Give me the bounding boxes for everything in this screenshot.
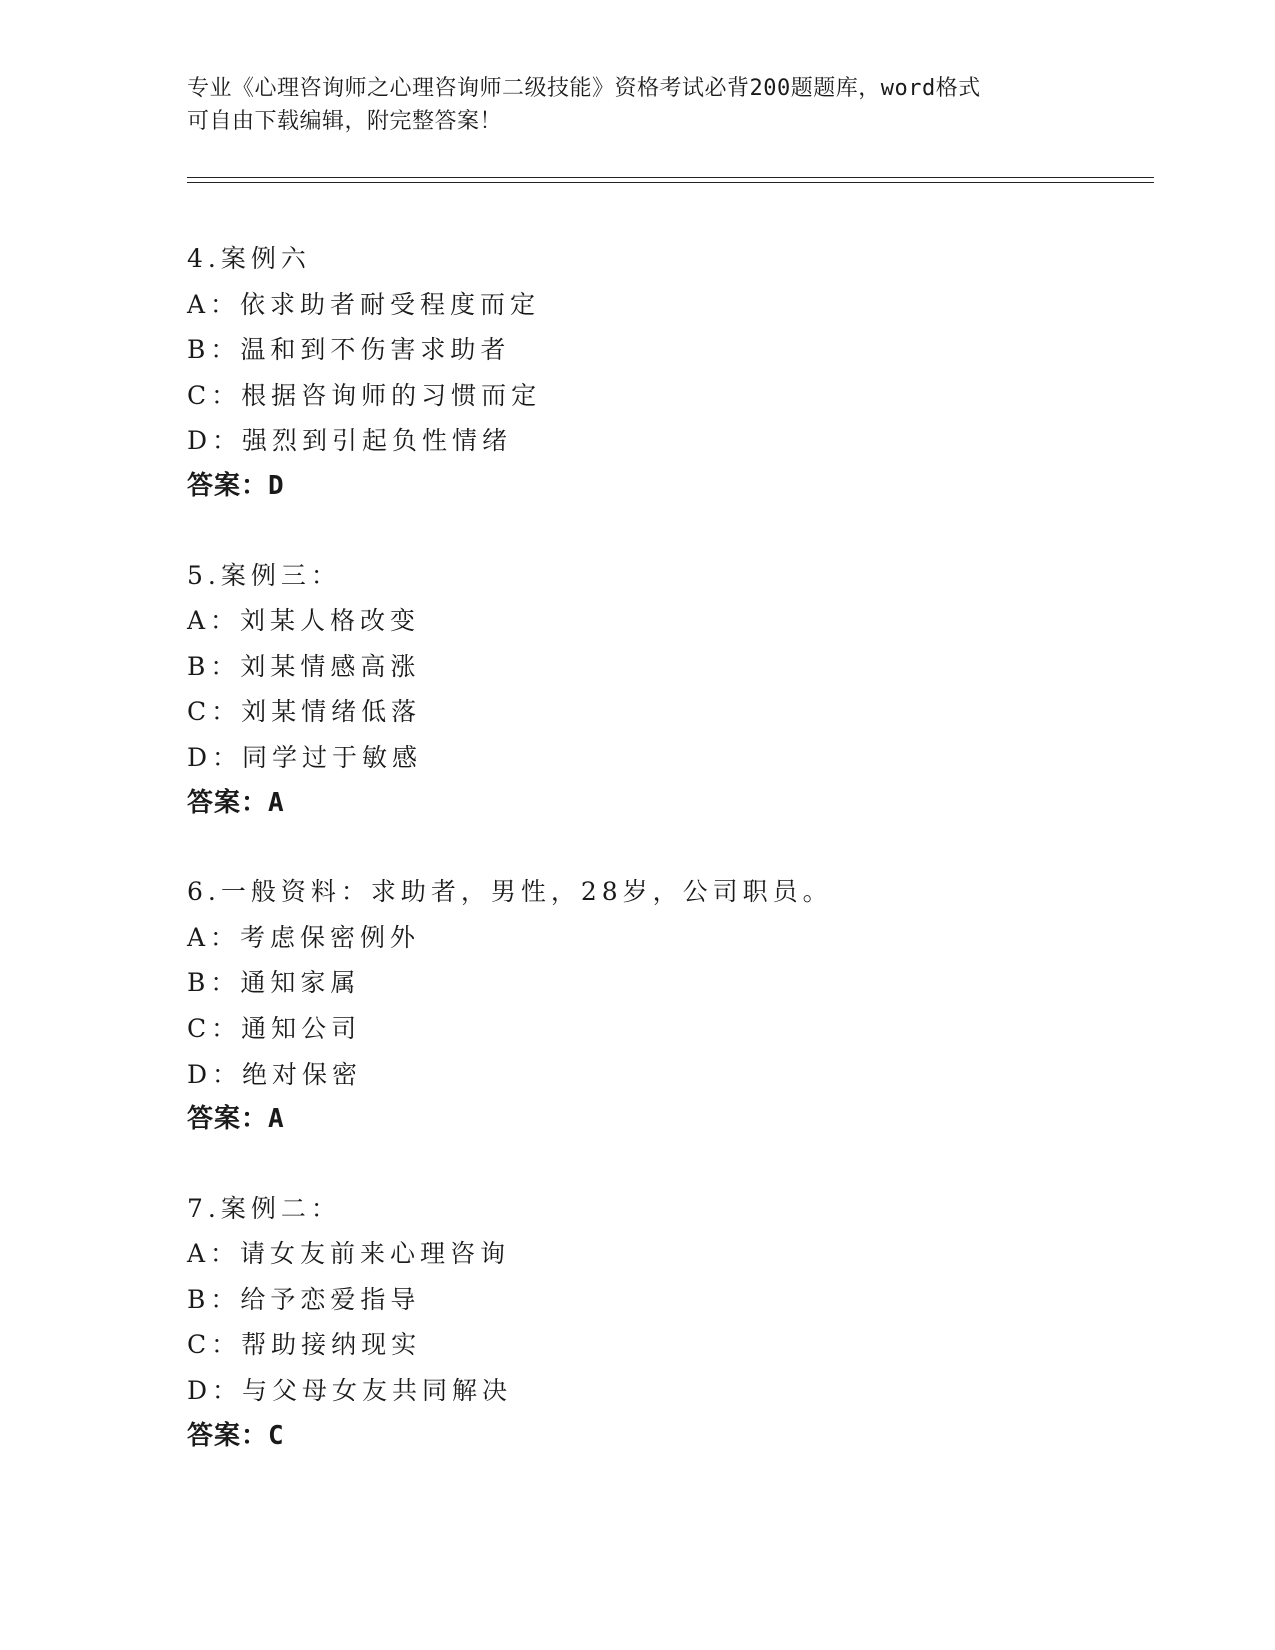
option-c: C：通知公司 xyxy=(187,1013,362,1043)
option-c: C：刘某情绪低落 xyxy=(187,697,422,727)
header-divider-top xyxy=(187,177,1154,178)
question-list xyxy=(187,236,1147,1459)
question-item xyxy=(187,236,1147,510)
question-item xyxy=(187,1186,1147,1460)
question-title: 7.案例二： xyxy=(187,1193,341,1223)
header-divider-bottom xyxy=(187,182,1154,183)
question-item xyxy=(187,869,1147,1143)
header-line-2: 可自由下载编辑，附完整答案！ xyxy=(187,109,503,134)
option-a: A：请女友前来心理咨询 xyxy=(187,1239,511,1269)
answer-text: 答案：A xyxy=(187,1104,285,1135)
question-spacer xyxy=(187,510,1147,553)
question-title: 4.案例六 xyxy=(187,244,311,273)
option-d: D：绝对保密 xyxy=(187,1059,363,1089)
option-d: D：与父母女友共同解决 xyxy=(187,1376,513,1406)
question-title: 6.一般资料：求助者，男性，28岁，公司职员。 xyxy=(187,877,833,907)
question-item xyxy=(187,553,1147,827)
option-b: B：通知家属 xyxy=(187,968,361,998)
answer-text: 答案：A xyxy=(187,787,285,818)
option-b: B：温和到不伤害求助者 xyxy=(187,335,511,365)
question-spacer xyxy=(187,826,1147,869)
question-title: 5.案例三： xyxy=(187,560,341,590)
option-a: A：依求助者耐受程度而定 xyxy=(187,289,541,319)
header-line-1: 专业《心理咨询师之心理咨询师二级技能》资格考试必背200题题库，word格式 xyxy=(187,76,981,101)
option-b: B：刘某情感高涨 xyxy=(187,651,421,681)
option-c: C：帮助接纳现实 xyxy=(187,1330,422,1360)
option-b: B：给予恋爱指导 xyxy=(187,1284,421,1314)
option-a: A：考虑保密例外 xyxy=(187,922,421,952)
option-a: A：刘某人格改变 xyxy=(187,606,421,636)
option-d: D：强烈到引起负性情绪 xyxy=(187,426,513,456)
answer-text: 答案：C xyxy=(187,1420,285,1451)
question-spacer xyxy=(187,1143,1147,1186)
option-d: D：同学过于敏感 xyxy=(187,742,423,772)
answer-text: 答案：D xyxy=(187,470,285,501)
option-c: C：根据咨询师的习惯而定 xyxy=(187,380,542,410)
document-header xyxy=(187,72,1087,138)
